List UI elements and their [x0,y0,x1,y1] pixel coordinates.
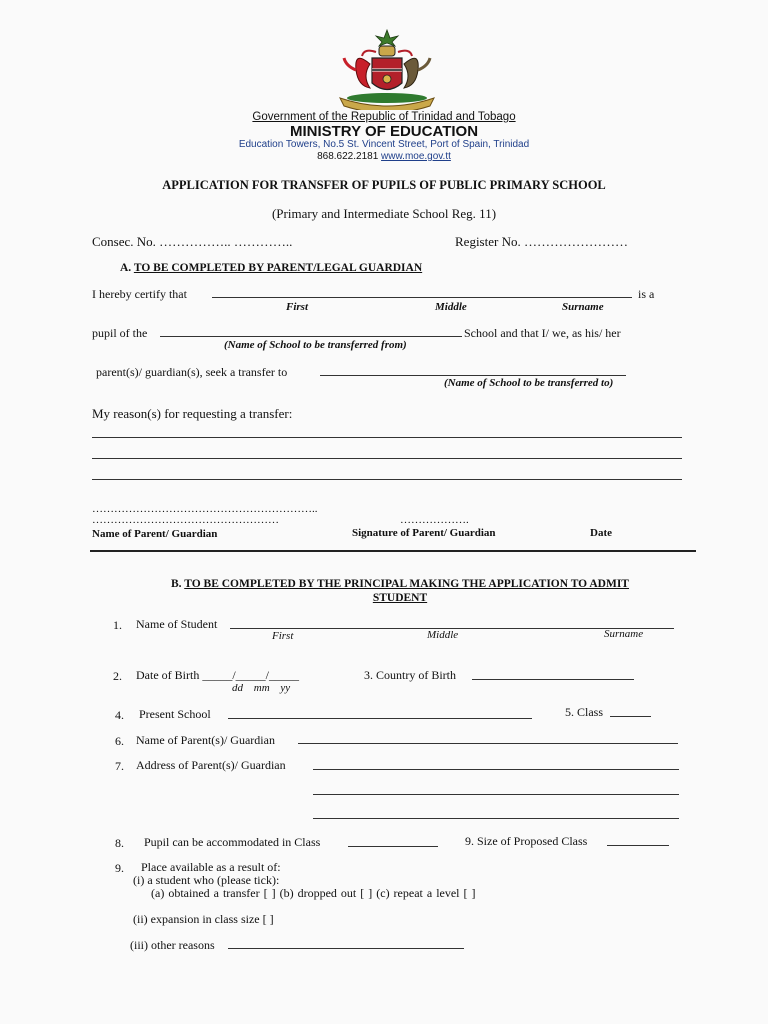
student-name-field[interactable] [212,297,632,298]
consec-number[interactable]: Consec. No. …………….. ………….. [92,234,293,249]
address-line-3[interactable] [313,818,679,819]
reason-line-1[interactable] [92,437,682,438]
q9-number: 9. [115,861,124,875]
website-link[interactable]: www.moe.gov.tt [381,151,451,162]
ministry-address: Education Towers, No.5 St. Vincent Street, Port of Spain, Trinidad [238,139,530,150]
parent-signature-field[interactable]: ………………. [400,514,469,526]
q9-option-i: (i) a student who (please tick): [133,873,280,887]
section-b-title-2: STUDENT [372,592,428,604]
school-to-hint: (Name of School to be transferred to) [444,377,614,389]
accommodated-class-field[interactable] [348,846,438,847]
name-middle-hint: Middle [435,301,467,313]
contact-line [0,151,768,162]
q9-size-label: 9. Size of Proposed Class [465,834,588,848]
certify-label: I hereby certify that [92,287,187,301]
q7-label: Address of Parent(s)/ Guardian [136,758,286,772]
q4-number: 4. [115,708,124,722]
other-reasons-field[interactable] [228,948,464,949]
reason-line-2[interactable] [92,458,682,459]
section-b-heading [100,577,700,605]
date-label: Date [590,527,612,539]
ministry-title: MINISTRY OF EDUCATION [289,123,479,140]
register-number[interactable]: Register No. …………………… [455,234,628,249]
government-line: Government of the Republic of Trinidad and Tobago [252,111,516,123]
q8-label: Pupil can be accommodated in Class [144,835,321,849]
q1-first-hint: First [272,630,294,642]
section-a-letter: A. [120,262,132,274]
proposed-class-size-field[interactable] [607,845,669,846]
name-first-hint: First [286,301,309,313]
q3-label: 3. Country of Birth [364,668,456,682]
school-from-hint: (Name of School to be transferred from) [224,339,407,351]
parent-name-field[interactable]: …………………………………………… [92,514,279,526]
q1-number: 1. [113,618,122,632]
school-from-field[interactable] [160,336,462,337]
pupil-of-label: pupil of the [92,326,148,340]
address-line-2[interactable] [313,794,679,795]
address-line-1[interactable] [313,769,679,770]
dob-format-hint: dd mm yy [232,682,291,694]
q2-number: 2. [113,669,122,683]
present-school-field[interactable] [228,718,532,719]
q6-number: 6. [115,734,124,748]
coat-of-arms-icon [332,28,442,110]
q1-middle-hint: Middle [427,629,459,641]
is-a-label: is a [638,287,655,301]
name-surname-hint: Surname [562,301,604,313]
parent-name-field-b[interactable] [298,743,678,744]
date-of-birth-field[interactable]: Date of Birth _____/_____/_____ [136,668,299,682]
q9-option-ii[interactable]: (ii) expansion in class size [ ] [133,912,274,926]
q8-number: 8. [115,836,124,850]
section-b-title: TO BE COMPLETED BY THE PRINCIPAL MAKING THE APPLICATION TO ADMIT [184,578,629,590]
school-and-label: School and that I/ we, as his/ her [464,326,621,340]
q1-label: Name of Student [136,617,218,631]
q5-label: 5. Class [565,705,604,719]
q7-number: 7. [115,759,124,773]
section-divider [90,550,696,552]
form-subtitle: (Primary and Intermediate School Reg. 11) [271,206,497,221]
section-a-title: TO BE COMPLETED BY PARENT/LEGAL GUARDIAN [133,262,423,274]
q4-label: Present School [139,707,211,721]
reasons-label: My reason(s) for requesting a transfer: [92,406,293,421]
name-parent-label: Name of Parent/ Guardian [92,528,218,540]
signature-label: Signature of Parent/ Guardian [352,527,496,539]
school-to-field[interactable] [320,375,626,376]
form-title: APPLICATION FOR TRANSFER OF PUPILS OF PUBLIC PRIMARY SCHOOL [162,178,606,192]
country-of-birth-field[interactable] [472,679,634,680]
phone-number: 868.622.2181 [317,151,379,162]
section-b-letter: B. [171,578,182,590]
q9-option-iii: (iii) other reasons [130,938,215,952]
q6-label: Name of Parent(s)/ Guardian [136,733,275,747]
q9-place-label: Place available as a result of: [141,860,281,874]
section-a-heading [120,262,422,274]
reason-line-3[interactable] [92,479,682,480]
q1-surname-hint: Surname [604,628,644,640]
q9-tick-options[interactable]: (a) obtained a transfer [ ] (b) dropped out [ ] (c) repeat a level [ ] [151,886,476,900]
dotted-line-long: …………………………………………………….. [92,503,318,515]
seek-transfer-label: parent(s)/ guardian(s), seek a transfer to [96,365,288,379]
class-field[interactable] [610,716,651,717]
